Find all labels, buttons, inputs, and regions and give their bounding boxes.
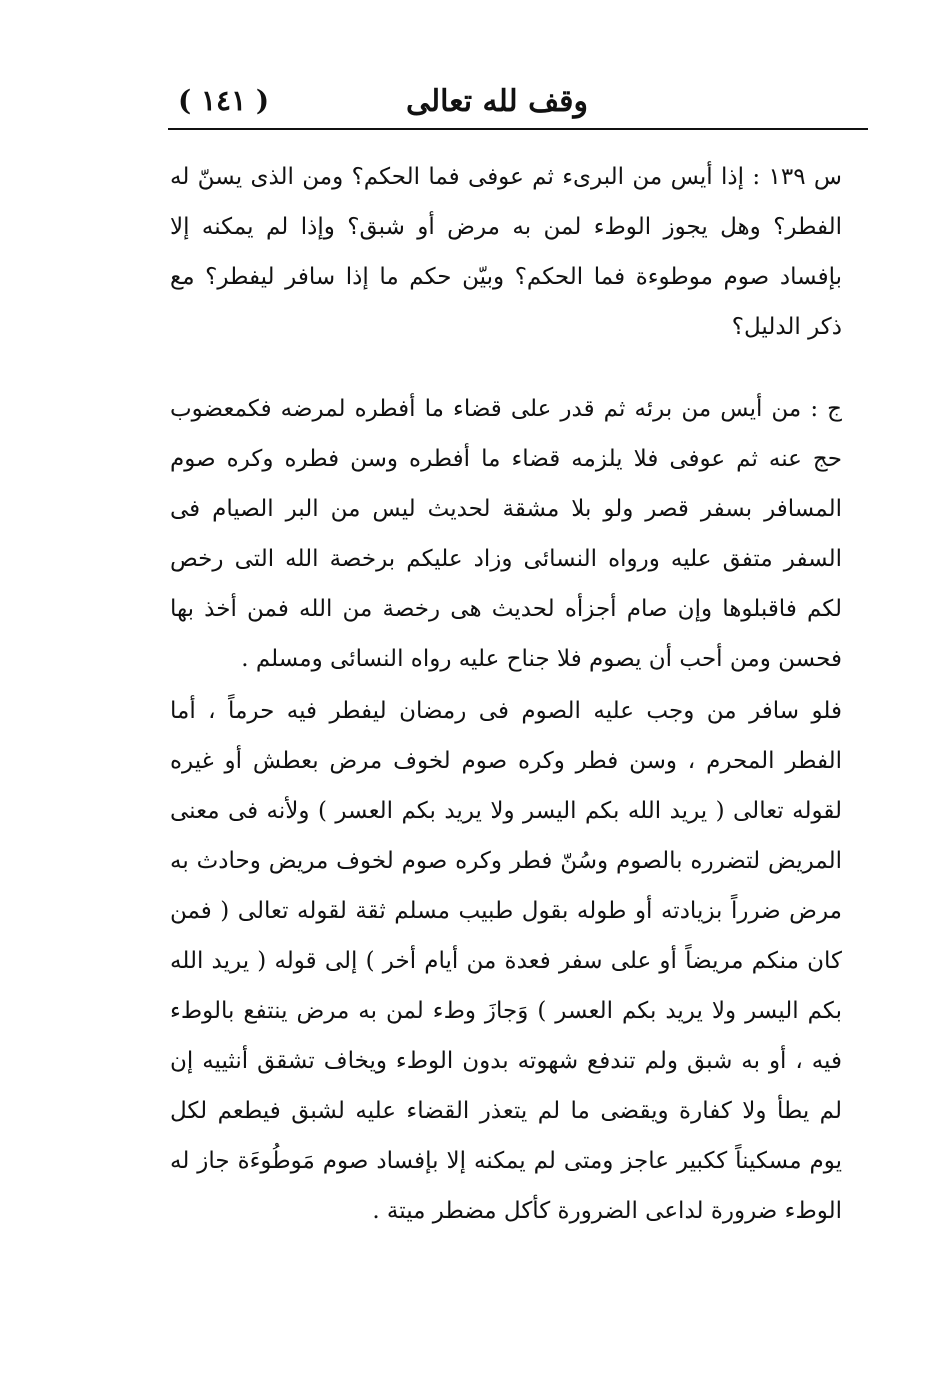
page-number: ( ١٤١ ) xyxy=(178,84,270,117)
answer-paragraph: ج : من أيس من برئه ثم قدر على قضاء ما أفطره لمرضه فكمعضوب حج عنه ثم عوفى فلا يلزمه قضاء ما أفطره وسن فطره وكره صوم المسافر بسفر قصر ولو بلا مشقة لحديث ليس من البر الصيام فى السفر متفق عليه ورواه النسائى وزاد عليكم برخصة الله التى رخص لكم فاقبلوها وإن صام أجزأه لحديث هى رخصة من الله فمن أخذ بها فحسن ومن أحب أن يصوم فلا جناح عليه رواه النسائى ومسلم . xyxy=(170,396,842,672)
question-paragraph: س ١٣٩ : إذا أيس من البرىء ثم عوفى فما الحكم؟ ومن الذى يسنّ له الفطر؟ وهل يجوز الوطء لمن به مرض أو شبق؟ وإذا لم يمكنه إلا بإفساد صوم موطوءة فما الحكم؟ وبيّن حكم ما إذا سافر ليفطر؟ مع ذكر الدليل؟ xyxy=(170,164,842,340)
header-rule xyxy=(168,128,868,130)
continuation-paragraph: فلو سافر من وجب عليه الصوم فى رمضان ليفطر فيه حرماً ، أما الفطر المحرم ، وسن فطر وكره صوم لخوف مرض بعطش أو غيره لقوله تعالى ( يريد الله بكم اليسر ولا يريد بكم العسر ) ولأنه فى معنى المريض لتضرره بالصوم وسُنّ فطر وكره صوم لخوف مريض وحادث به مرض ضرراً بزيادته أو طوله بقول طبيب مسلم ثقة لقوله تعالى ( فمن كان منكم مريضاً أو على سفر فعدة من أيام أخر ) إلى قوله ( يريد الله بكم اليسر ولا يريد بكم العسر ) وَجازَ وطء لمن به مرض ينتفع بالوطء فيه ، أو به شبق ولم تندفع شهوته بدون الوطء ويخاف تشقق أنثييه إن لم يطأ ولا كفارة ويقضى ما لم يتعذر القضاء عليه لشبق فيطعم لكل يوم مسكيناً ككبير عاجز ومتى لم يمكنه إلا بإفساد صوم مَوطُوءَة جاز له الوطء ضرورة لداعى الضرورة كأكل مضطر ميتة . xyxy=(170,698,842,1224)
running-title: وقف لله تعالى xyxy=(405,84,588,119)
page-header xyxy=(168,78,848,128)
